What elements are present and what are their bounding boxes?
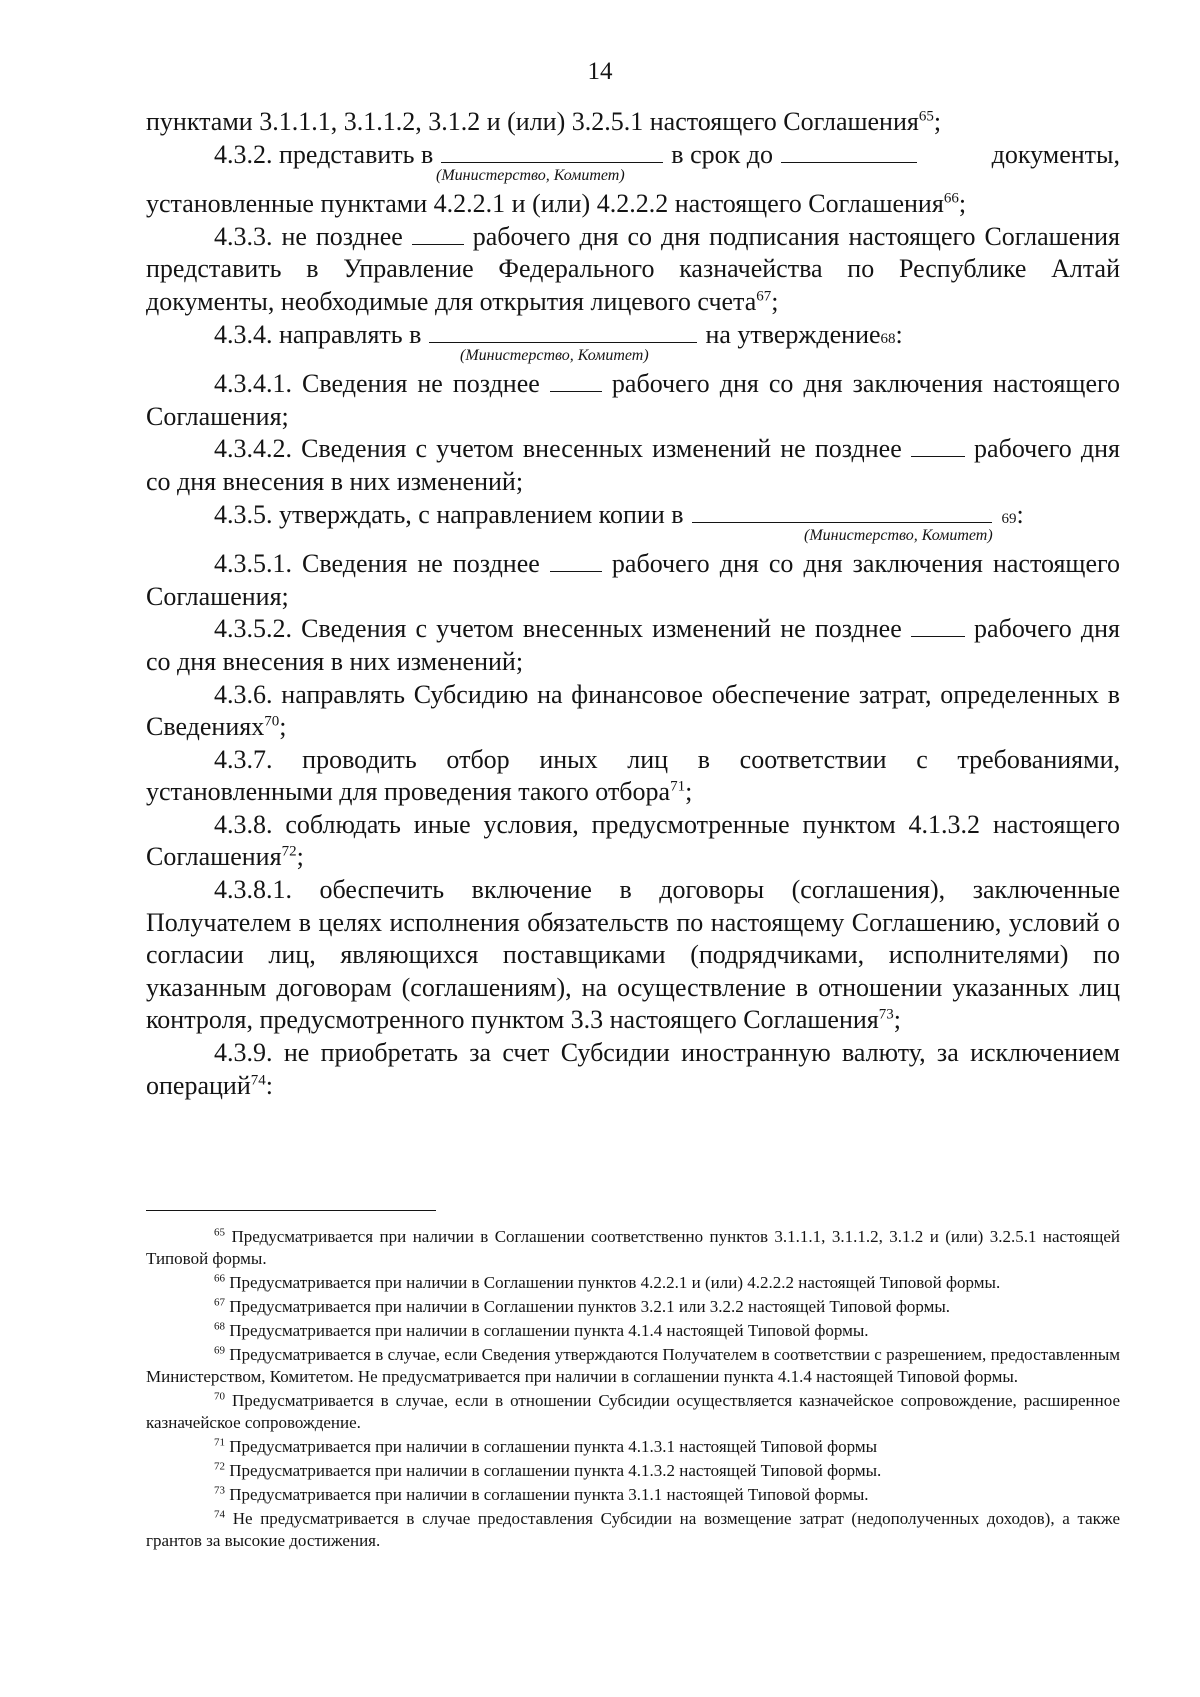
- page-number: 14: [587, 58, 613, 85]
- document-body: [146, 106, 1120, 1102]
- footnote-ref: 73: [878, 1006, 894, 1023]
- footnote-ref: 70: [264, 713, 280, 730]
- blank-field[interactable]: [550, 551, 602, 572]
- paragraph-4-3-4: 4.3.4. направлять в на утверждение 68 :: [214, 319, 903, 349]
- blank-field[interactable]: [429, 322, 697, 343]
- paragraph-4-3-2-cont: установленные пунктами 4.2.2.1 и (или) 4.2.2.2 настоящего Соглашения$^{66}$;: [146, 189, 967, 219]
- field-caption: (Министерство, Комитет): [436, 167, 625, 185]
- paragraph-4-3-7: 4.3.7. проводить отбор иных лиц в соответствии с требованиями, установленными для проведения такого отбора$^{71}$;: [146, 744, 1120, 807]
- blank-field[interactable]: [781, 142, 917, 163]
- footnote-ref: 72: [281, 843, 297, 860]
- blank-field[interactable]: [911, 436, 965, 457]
- paragraph-4-3-8-1: 4.3.8.1. обеспечить включение в договоры (соглашения), заключенные Получателем в целях исполнения обязательств по настоящему Соглашению, условий о согласии лиц, являющихся поставщиками (подрядчиками, исполнителями) по указанным договорам (соглашениям), на осуществление в отношении указанных лиц контроля, предусмотренного пунктом 3.3 настоящего Соглашения$^{73}$;: [146, 875, 1120, 1035]
- field-caption: (Министерство, Комитет): [804, 527, 993, 545]
- blank-field[interactable]: [441, 142, 663, 163]
- footnote: $^{65}$ Предусматривается при наличии в Соглашении соответственно пунктов 3.1.1.1, 3.1.1.2, 3.1.2 и (или) 3.2.5.1 настоящей Типовой формы.: [146, 1226, 1121, 1268]
- footnote-ref: 71: [670, 778, 686, 795]
- footnote: $^{74}$ Не предусматривается в случае предоставления Субсидии на возмещение затрат (недополученных доходов), а также грантов за высокие достижения.: [146, 1508, 1120, 1550]
- paragraph-4-3-2: 4.3.2. представить в в срок до документы,: [214, 139, 1120, 169]
- footnote: $^{69}$ Предусматривается в случае, если Сведения утверждаются Получателем в соответствии с разрешением, предоставленным Министерством, Комитетом. Не предусматривается при наличии в соглашении пункта 4.1.4 настоящей Типовой формы.: [146, 1344, 1121, 1386]
- paragraph-4-3-9: 4.3.9. не приобретать за счет Субсидии иностранную валюту, за исключением операций$^{74}$:: [146, 1038, 1120, 1100]
- paragraph-4-3-4-2: 4.3.4.2. Сведения с учетом внесенных изменений не позднее рабочего дня со дня внесения в них изменений;: [146, 434, 1121, 496]
- blank-field[interactable]: [412, 224, 464, 245]
- footnote-ref: 66: [943, 190, 959, 207]
- paragraph-4-3-5: 4.3.5. утверждать, с направлением копии в 69 :: [214, 499, 1024, 529]
- footnote-ref: 67: [756, 288, 772, 305]
- paragraph-4-3-4-1: 4.3.4.1. Сведения не позднее рабочего дня со дня заключения настоящего Соглашения;: [146, 369, 1120, 431]
- footnote: $^{71}$ Предусматривается при наличии в соглашении пункта 4.1.3.1 настоящей Типовой формы: [214, 1436, 878, 1456]
- footnote: $^{66}$ Предусматривается при наличии в Соглашении пунктов 4.2.2.1 и (или) 4.2.2.2 настоящей Типовой формы.: [214, 1272, 1001, 1292]
- blank-field[interactable]: [550, 371, 602, 392]
- paragraph-intro: пунктами 3.1.1.1, 3.1.1.2, 3.1.2 и (или) 3.2.5.1 настоящего Соглашения$^{65}$;: [146, 107, 942, 136]
- blank-field[interactable]: [692, 502, 992, 523]
- paragraph-4-3-6: 4.3.6. направлять Субсидию на финансовое обеспечение затрат, определенных в Сведениях$^{70}$;: [146, 679, 1120, 742]
- paragraph-4-3-5-2: 4.3.5.2. Сведения с учетом внесенных изменений не позднее рабочего дня со дня внесения в них изменений;: [146, 614, 1121, 676]
- footnote: $^{73}$ Предусматривается при наличии в соглашении пункта 3.1.1 настоящей Типовой формы.: [214, 1484, 869, 1504]
- field-caption: (Министерство, Комитет): [460, 347, 649, 365]
- footnote: $^{70}$ Предусматривается в случае, если в отношении Субсидии осуществляется казначейское сопровождение, расширенное казначейское сопровождение.: [146, 1390, 1120, 1432]
- blank-field[interactable]: [911, 616, 965, 637]
- footnote: $^{67}$ Предусматривается при наличии в Соглашении пунктов 3.2.1 или 3.2.2 настоящей Типовой формы.: [214, 1296, 951, 1316]
- footnote: $^{72}$ Предусматривается при наличии в соглашении пункта 4.1.3.2 настоящей Типовой формы.: [214, 1460, 882, 1480]
- footnote-ref: 65: [918, 108, 934, 125]
- footnote: $^{68}$ Предусматривается при наличии в соглашении пункта 4.1.4 настоящей Типовой формы.: [214, 1320, 869, 1340]
- footnote-separator: [146, 1210, 436, 1211]
- paragraph-4-3-8: 4.3.8. соблюдать иные условия, предусмотренные пунктом 4.1.3.2 настоящего Соглашения$^{72}$;: [146, 809, 1120, 872]
- paragraph-4-3-5-1: 4.3.5.1. Сведения не позднее рабочего дня со дня заключения настоящего Соглашения;: [146, 549, 1120, 611]
- footnote-ref: 74: [250, 1071, 266, 1088]
- footnotes: [146, 1226, 1120, 1554]
- paragraph-4-3-3: 4.3.3. не позднее рабочего дня со дня подписания настоящего Соглашения представить в Управление Федерального казначейства по Республике Алтай документы, необходимые для открытия лицевого счета$^{67}$;: [146, 221, 1121, 316]
